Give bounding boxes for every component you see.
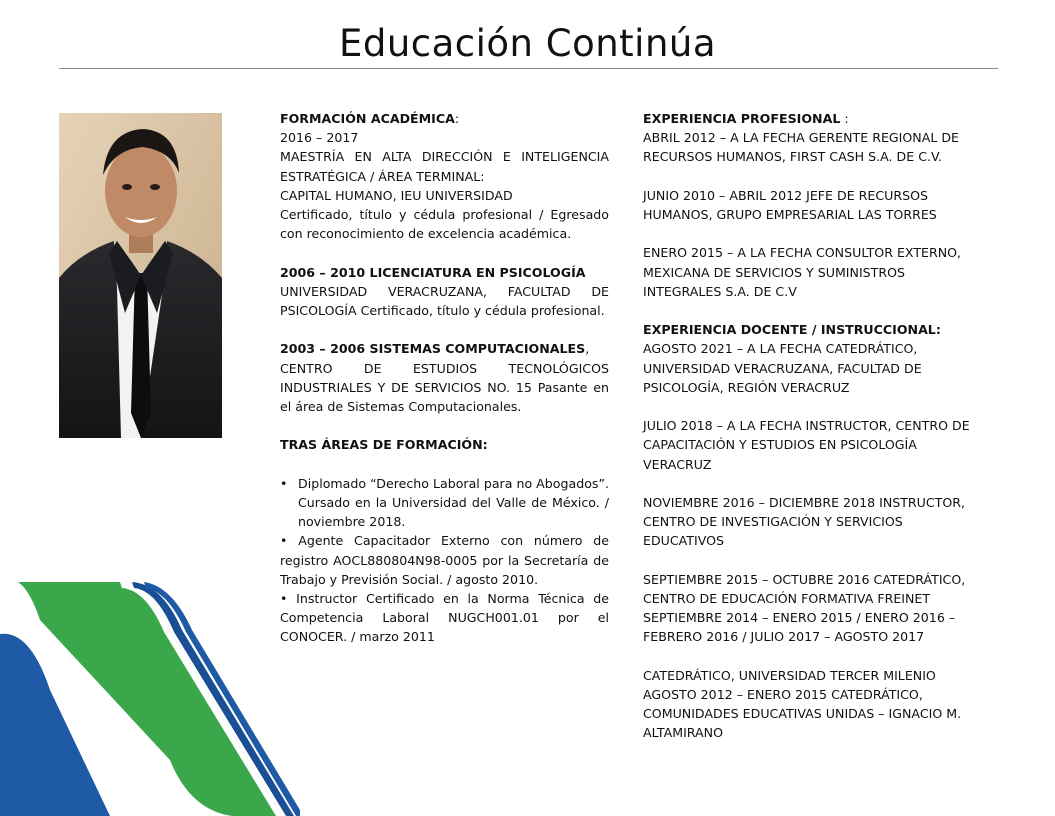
maestria-school: CAPITAL HUMANO, IEU UNIVERSIDAD xyxy=(280,187,513,203)
decorative-wave-graphic xyxy=(0,560,300,816)
tras-areas-heading: TRAS ÁREAS DE FORMACIÓN: xyxy=(280,437,488,453)
profile-photo xyxy=(59,113,222,438)
experience-item: JUNIO 2010 – ABRIL 2012 JEFE DE RECURSOS HUMANOS, GRUPO EMPRESARIAL LAS TORRES xyxy=(643,187,937,222)
bullet-text: Diplomado “Derecho Laboral para no Abogados”. Cursado en la Universidad del Valle de México. / noviembre 2018. xyxy=(298,475,609,530)
experience-item: ABRIL 2012 – A LA FECHA GERENTE REGIONAL DE RECURSOS HUMANOS, FIRST CASH S.A. DE C.V. xyxy=(643,130,960,165)
bullet-icon: • xyxy=(280,475,288,491)
bullet-icon: • xyxy=(280,533,288,549)
teaching-item: CATEDRÁTICO, UNIVERSIDAD TERCER MILENIO AGOSTO 2012 – ENERO 2015 CATEDRÁTICO, COMUNIDADES EDUCATIVAS UNIDAS – IGNACIO M. ALTAMIRANO xyxy=(643,667,962,741)
education-column xyxy=(280,109,609,647)
experiencia-profesional-heading: EXPERIENCIA PROFESIONAL xyxy=(643,111,841,126)
maestria-years: 2016 – 2017 xyxy=(280,130,359,146)
sistemas-description: CENTRO DE ESTUDIOS TECNOLÓGICOS INDUSTRIALES Y DE SERVICIOS NO. 15 Pasante en el área de Sistemas Computacionales. xyxy=(280,360,609,415)
training-bullet-list xyxy=(280,474,609,647)
bullet-text: Instructor Certificado en la Norma Técnica de Competencia Laboral NUGCH001.01 por el CONOCER. / marzo 2011 xyxy=(280,591,609,645)
formacion-colon: : xyxy=(454,111,460,126)
bullet-icon: • xyxy=(280,591,288,607)
teaching-item: SEPTIEMBRE 2014 – ENERO 2015 / ENERO 2016 – FEBRERO 2016 / JULIO 2017 – AGOSTO 2017 xyxy=(643,610,956,645)
experiencia-colon: : xyxy=(840,111,849,126)
list-item xyxy=(280,474,609,532)
bullet-text: Agente Capacitador Externo con número de registro AOCL880804N98-0005 por la Secretaría de Trabajo y Previsión Social. / agosto 2010. xyxy=(280,533,609,587)
maestria-note: Certificado, título y cédula profesional / Egresado con reconocimiento de excelencia académica. xyxy=(280,207,609,242)
teaching-item: AGOSTO 2021 – A LA FECHA CATEDRÁTICO, UNIVERSIDAD VERACRUZANA, FACULTAD DE PSICOLOGÍA, REGIÓN VERACRUZ xyxy=(643,341,922,395)
page-title: Educación Continúa xyxy=(338,22,717,65)
teaching-item: SEPTIEMBRE 2015 – OCTUBRE 2016 CATEDRÁTICO, CENTRO DE EDUCACIÓN FORMATIVA FREINET xyxy=(643,571,966,606)
list-item xyxy=(280,589,609,647)
maestria-description: MAESTRÍA EN ALTA DIRECCIÓN E INTELIGENCIA ESTRATÉGICA / ÁREA TERMINAL: xyxy=(280,149,609,184)
licenciatura-description: UNIVERSIDAD VERACRUZANA, FACULTAD DE PSICOLOGÍA Certificado, título y cédula profesional. xyxy=(280,283,609,319)
experience-item: ENERO 2015 – A LA FECHA CONSULTOR EXTERNO, MEXICANA DE SERVICIOS Y SUMINISTROS INTEGRALES S.A. DE C.V xyxy=(643,245,962,299)
licenciatura-heading: 2006 – 2010 LICENCIATURA EN PSICOLOGÍA xyxy=(280,264,586,280)
teaching-item: JULIO 2018 – A LA FECHA INSTRUCTOR, CENTRO DE CAPACITACIÓN Y ESTUDIOS EN PSICOLOGÍA VERACRUZ xyxy=(643,418,970,472)
formacion-heading: FORMACIÓN ACADÉMICA xyxy=(280,111,455,126)
teaching-item: NOVIEMBRE 2016 – DICIEMBRE 2018 INSTRUCTOR, CENTRO DE INVESTIGACIÓN Y SERVICIOS EDUCATIVOS xyxy=(643,494,966,549)
sistemas-heading: 2003 – 2006 SISTEMAS COMPUTACIONALES xyxy=(280,341,586,357)
sistemas-comma: , xyxy=(585,341,590,357)
title-divider xyxy=(59,68,998,69)
experiencia-docente-heading: EXPERIENCIA DOCENTE / INSTRUCCIONAL: xyxy=(643,322,941,338)
experience-column xyxy=(643,109,983,743)
list-item xyxy=(280,531,609,589)
